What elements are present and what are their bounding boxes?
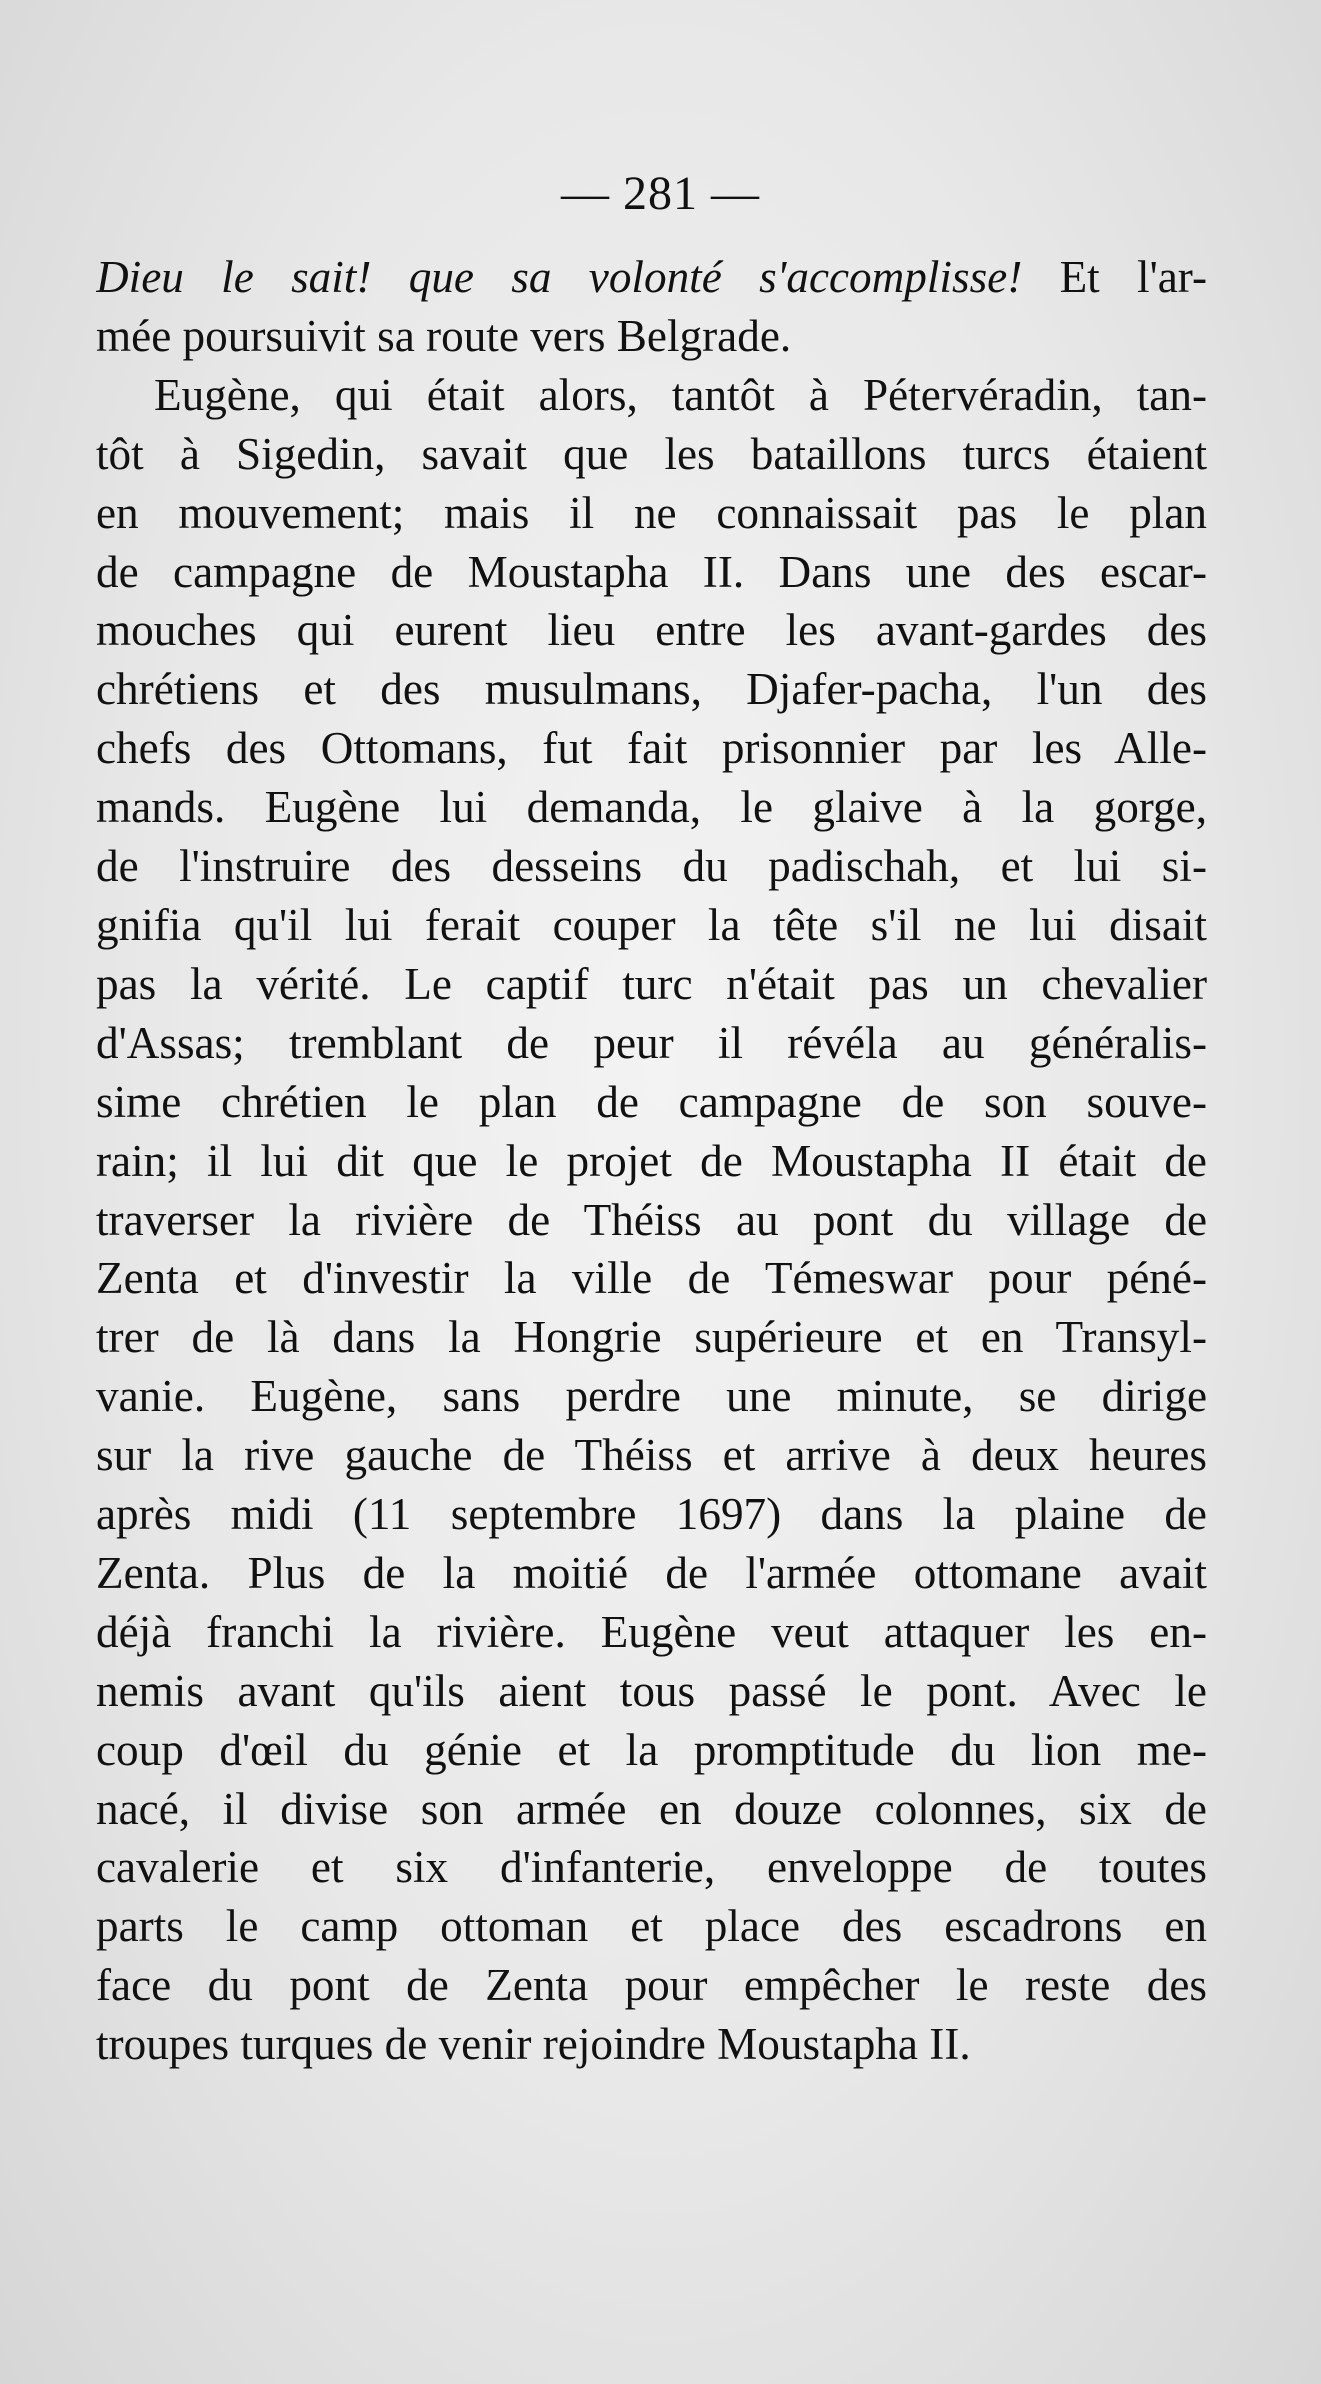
text-line: mée poursuivit sa route vers Belgrade. — [96, 310, 792, 361]
text-line: mouches qui eurent lieu entre les avant-gardes des — [96, 605, 1207, 656]
text-line: pas la vérité. Le captif turc n'était pas un chevalier — [96, 958, 1207, 1009]
text-line: tôt à Sigedin, savait que les bataillons turcs étaient — [96, 428, 1207, 479]
text-line: parts le camp ottoman et place des escadrons en — [96, 1901, 1207, 1952]
page-number: — 281 — — [561, 167, 760, 220]
text-line: chrétiens et des musulmans, Djafer-pacha, l'un des — [96, 664, 1207, 715]
body-text — [96, 248, 1207, 2074]
text-line: traverser la rivière de Théiss au pont du village de — [96, 1194, 1207, 1245]
text-line: sur la rive gauche de Théiss et arrive à deux heures — [96, 1430, 1207, 1481]
text-line: Eugène, qui était alors, tantôt à Pétervéradin, tan- — [154, 369, 1207, 420]
text-line: trer de là dans la Hongrie supérieure et en Transyl- — [96, 1312, 1207, 1363]
text-line: cavalerie et six d'infanterie, enveloppe de toutes — [96, 1842, 1207, 1893]
text-line: de campagne de Moustapha II. Dans une des escar- — [96, 546, 1207, 597]
text-line: troupes turques de venir rejoindre Moustapha II. — [96, 2019, 971, 2070]
italic-quote: Dieu le sait! que sa volonté s'accomplisse! — [96, 252, 1023, 302]
text-line: gnifia qu'il lui ferait couper la tête s'il ne lui disait — [96, 899, 1207, 950]
text-line: nemis avant qu'ils aient tous passé le pont. Avec le — [96, 1665, 1207, 1716]
text-line: Zenta. Plus de la moitié de l'armée ottomane avait — [96, 1547, 1207, 1598]
text-line: coup d'œil du génie et la promptitude du lion me- — [96, 1724, 1207, 1775]
text-line: en mouvement; mais il ne connaissait pas le plan — [96, 487, 1207, 538]
paragraph-1 — [96, 248, 1207, 366]
text-line: d'Assas; tremblant de peur il révéla au généralis- — [96, 1017, 1207, 1068]
text-line: rain; il lui dit que le projet de Moustapha II était de — [96, 1135, 1207, 1186]
text-line: Zenta et d'investir la ville de Témeswar pour péné- — [96, 1253, 1207, 1304]
text-line: chefs des Ottomans, fut fait prisonnier par les Alle- — [96, 723, 1207, 774]
text-line: après midi (11 septembre 1697) dans la plaine de — [96, 1489, 1207, 1540]
paragraph-2 — [96, 366, 1207, 2074]
text-line: face du pont de Zenta pour empêcher le reste des — [96, 1960, 1207, 2011]
text-line: sime chrétien le plan de campagne de son souve- — [96, 1076, 1207, 1127]
text-line: déjà franchi la rivière. Eugène veut attaquer les en- — [96, 1606, 1207, 1657]
text-line: de l'instruire des desseins du padischah, et lui si- — [96, 841, 1207, 892]
text-line: mands. Eugène lui demanda, le glaive à la gorge, — [96, 782, 1207, 833]
line-text: Et l'ar- — [1022, 252, 1207, 302]
text-line: vanie. Eugène, sans perdre une minute, se dirige — [96, 1371, 1207, 1422]
text-line: nacé, il divise son armée en douze colonnes, six de — [96, 1783, 1207, 1834]
text-line — [96, 248, 1207, 307]
